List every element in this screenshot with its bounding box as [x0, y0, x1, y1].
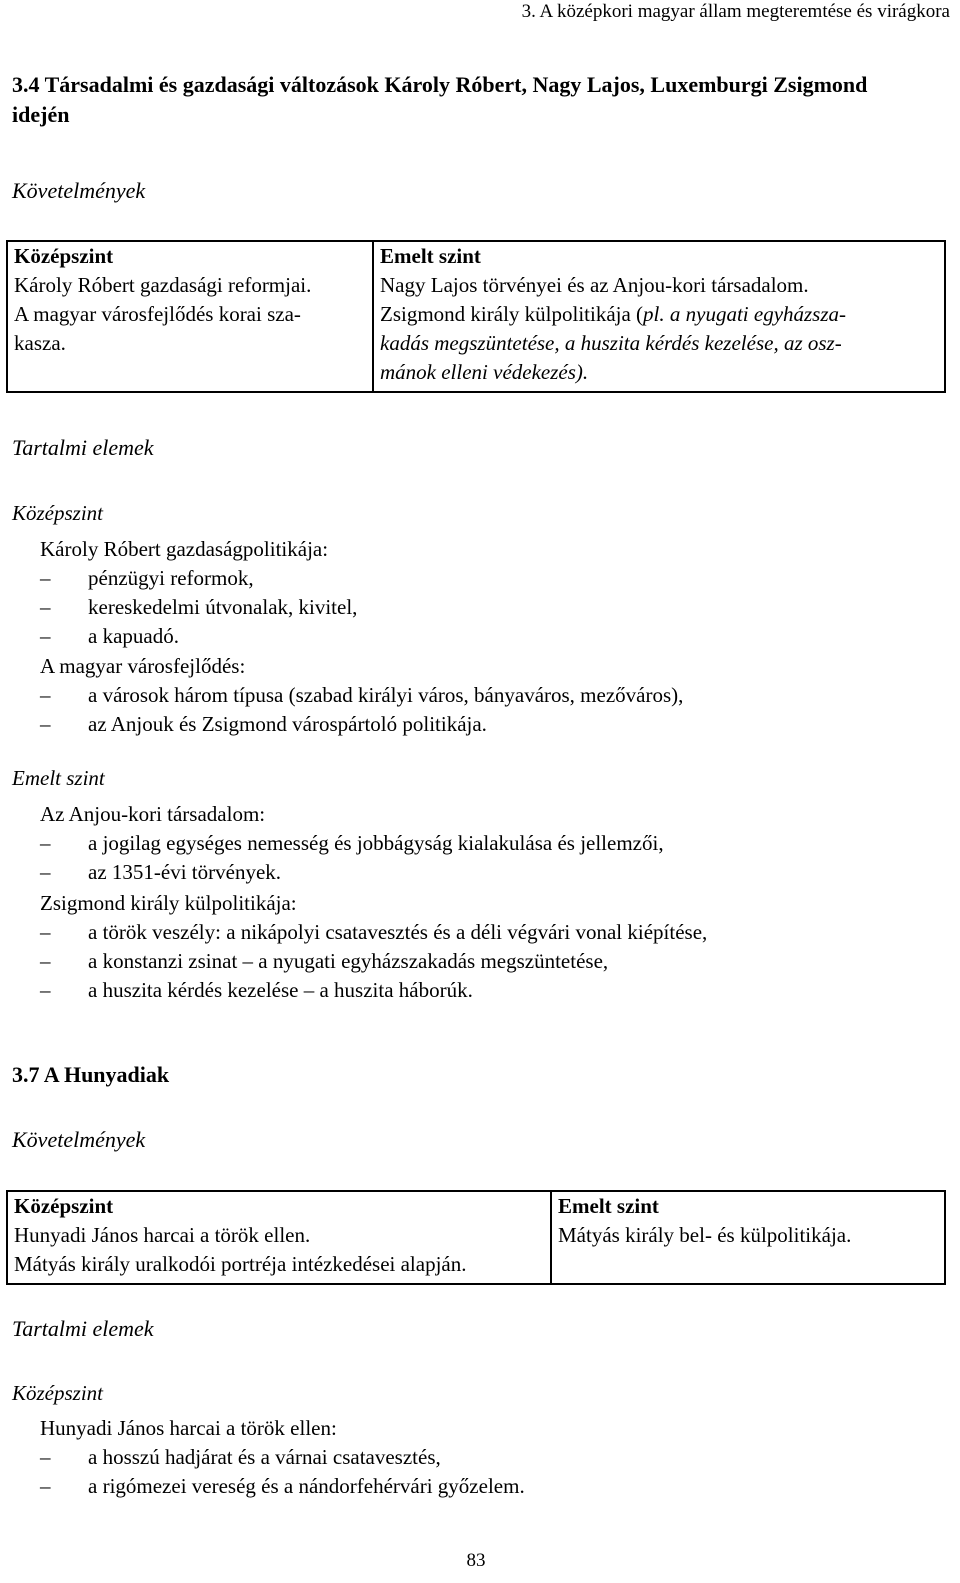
block-lead: Az Anjou-kori társadalom:: [40, 802, 266, 826]
section-title-3-4: 3.4 Társadalmi és gazdasági változások Károly Róbert, Nagy Lajos, Luxemburgi Zsigmond idején: [12, 72, 868, 127]
dash-icon: –: [40, 860, 51, 884]
adv-level-head: Emelt szint: [380, 244, 481, 268]
req-line: Károly Róbert gazdasági reformjai.: [14, 273, 312, 297]
content-block: [40, 1414, 940, 1501]
dash-icon: –: [40, 1474, 51, 1498]
requirements-heading: Követelmények: [12, 1127, 146, 1152]
req-line: Mátyás király bel- és külpolitikája.: [558, 1223, 852, 1247]
dash-icon: –: [40, 1445, 51, 1469]
dash-icon: –: [40, 566, 51, 590]
block-lead: Hunyadi János harcai a török ellen:: [40, 1416, 337, 1440]
adv-level-label: Emelt szint: [12, 766, 105, 790]
dash-icon: –: [40, 595, 51, 619]
mid-level-head: Középszint: [14, 1194, 114, 1218]
dash-icon: –: [40, 949, 51, 973]
list-item: – az Anjouk és Zsigmond várospártoló politikája.: [40, 710, 940, 739]
dash-icon: –: [40, 920, 51, 944]
running-header: 3. A középkori magyar állam megteremtése és virágkora: [521, 1, 950, 22]
content-block: [40, 800, 940, 887]
list-item: – a városok három típusa (szabad királyi város, bányaváros, mezőváros),: [40, 681, 940, 710]
list-item: – a konstanzi zsinat – a nyugati egyházszakadás megszüntetése,: [40, 947, 940, 976]
requirements-adv-cell: [373, 241, 945, 392]
list-item: – a huszita kérdés kezelése – a huszita háborúk.: [40, 976, 940, 1005]
req-line: Nagy Lajos törvényei és az Anjou-kori társadalom.: [380, 273, 809, 297]
requirements-adv-cell: [551, 1191, 945, 1284]
requirements-heading: Követelmények: [12, 178, 146, 203]
list-item: – kereskedelmi útvonalak, kivitel,: [40, 593, 940, 622]
content-block: [40, 889, 940, 1005]
block-lead: Zsigmond király külpolitikája:: [40, 891, 297, 915]
list-item: – a török veszély: a nikápolyi csatavesztés és a déli végvári vonal kiépítése,: [40, 918, 940, 947]
req-line: Mátyás király uralkodói portréja intézkedései alapján.: [14, 1252, 467, 1276]
page-number: 83: [466, 1550, 486, 1571]
mid-level-label: Középszint: [12, 501, 104, 525]
req-line: A magyar városfejlődés korai sza-: [14, 302, 301, 326]
content-block: [40, 535, 940, 651]
content-block: [40, 652, 940, 739]
req-line: mánok elleni védekezés).: [380, 360, 589, 384]
mid-level-head: Középszint: [14, 244, 114, 268]
dash-icon: –: [40, 712, 51, 736]
list-item: – pénzügyi reformok,: [40, 564, 940, 593]
block-lead: Károly Róbert gazdaságpolitikája:: [40, 537, 329, 561]
requirements-table: [6, 1190, 946, 1285]
content-heading: Tartalmi elemek: [12, 435, 154, 460]
requirements-mid-cell: [7, 241, 373, 392]
req-line: kasza.: [14, 331, 66, 355]
block-lead: A magyar városfejlődés:: [40, 654, 246, 678]
list-item: – a kapuadó.: [40, 622, 940, 651]
req-line: kadás megszüntetése, a huszita kérdés kezelése, az osz-: [380, 331, 842, 355]
list-item: – az 1351-évi törvények.: [40, 858, 940, 887]
dash-icon: –: [40, 831, 51, 855]
list-item: – a hosszú hadjárat és a várnai csatavesztés,: [40, 1443, 940, 1472]
requirements-mid-cell: [7, 1191, 551, 1284]
dash-icon: –: [40, 683, 51, 707]
req-line: [380, 300, 938, 329]
content-heading: Tartalmi elemek: [12, 1316, 154, 1341]
adv-level-head: Emelt szint: [558, 1194, 659, 1218]
mid-level-label: Középszint: [12, 1381, 104, 1405]
section-title-3-7: 3.7 A Hunyadiak: [12, 1062, 170, 1087]
dash-icon: –: [40, 978, 51, 1002]
requirements-table: [6, 240, 946, 393]
dash-icon: –: [40, 624, 51, 648]
req-text: Zsigmond király külpolitikája (: [380, 302, 644, 326]
list-item: – a rigómezei vereség és a nándorfehérvári győzelem.: [40, 1472, 940, 1501]
req-line: Hunyadi János harcai a török ellen.: [14, 1223, 311, 1247]
req-text-italic: pl. a nyugati egyházsza-: [643, 302, 847, 326]
list-item: – a jogilag egységes nemesség és jobbágyság kialakulása és jellemzői,: [40, 829, 940, 858]
